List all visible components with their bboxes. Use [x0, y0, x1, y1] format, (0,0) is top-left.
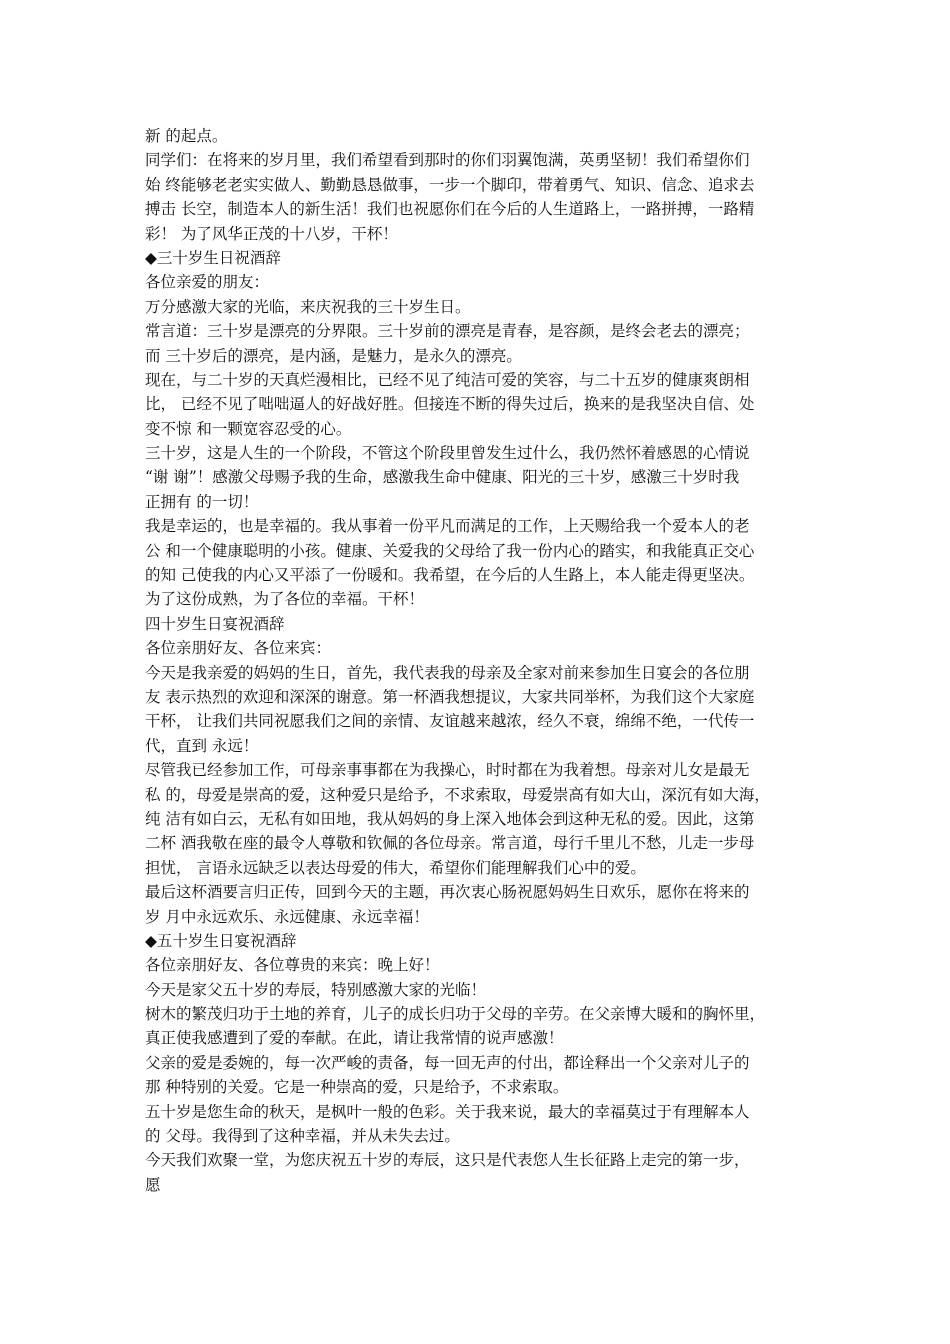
text-line: 四十岁生日宴祝酒辞 [145, 614, 285, 633]
text-line: 岁 月中永远欢乐、永远健康、永远幸福！ [145, 907, 429, 926]
text-line: 那 种特别的关爱。它是一种崇高的爱，只是给予，不求索取。 [145, 1078, 569, 1097]
text-line: 纯 洁有如白云，无私有如田地，我从妈妈的身上深入地体会到这种无私的爱。因此，这第 [145, 809, 755, 828]
text-line: 树木的繁茂归功于土地的养育，儿子的成长归功于父母的辛劳。在父亲博大暖和的胸怀里， [145, 1005, 766, 1024]
document-page [145, 124, 810, 1197]
text-line: 各位亲朋好友、各位来宾： [145, 639, 332, 658]
text-line: 最后这杯酒要言归正传，回到今天的主题，再次衷心肠祝愿妈妈生日欢乐，愿你在将来的 [145, 883, 750, 902]
text-line: 我是幸运的，也是幸福的。我从事着一份平凡而满足的工作，上天赐给我一个爱本人的老 [145, 517, 750, 536]
text-line: 常言道：三十岁是漂亮的分界限。三十岁前的漂亮是青春，是容颜，是终会老去的漂亮； [145, 322, 750, 341]
text-line: 今天我们欢聚一堂，为您庆祝五十岁的寿辰，这只是代表您人生长征路上走完的第一步， [145, 1151, 750, 1170]
text-line: 担忧， 言语永远缺乏以表达母爱的伟大，希望你们能理解我们心中的爱。 [145, 858, 646, 877]
text-line: 今天是我亲爱的妈妈的生日，首先，我代表我的母亲及全家对前来参加生日宴会的各位朋 [145, 663, 750, 682]
text-line: 新 的起点。 [145, 127, 228, 145]
text-line: 五十岁是您生命的秋天，是枫叶一般的色彩。关于我来说，最大的幸福莫过于有理解本人 [145, 1102, 750, 1121]
text-line: 搏击 长空，制造本人的新生活！我们也祝愿你们在今后的人生道路上，一路拼搏，一路精 [145, 200, 755, 219]
text-line: 的 父母。我得到了这种幸福，并从未失去过。 [145, 1127, 460, 1146]
text-line: 愿 [145, 1175, 161, 1194]
text-line: 的知 己使我的内心又平添了一份暖和。我希望，在今后的人生路上，本人能走得更坚决。 [145, 566, 755, 585]
text-line: 始 终能够老老实实做人、勤勤恳恳做事，一步一个脚印，带着勇气、知识、信念、追求去 [145, 175, 755, 194]
text-line: 今天是家父五十岁的寿辰，特别感激大家的光临！ [145, 980, 487, 999]
text-line: 真正使我感遭到了爱的奉献。在此，请让我常情的说声感激！ [145, 1029, 564, 1048]
text-line: 公 和一个健康聪明的小孩。健康、关爱我的父母给了我一份内心的踏实，和我能真正交心 [145, 541, 755, 560]
text-line: 尽管我已经参加工作，可母亲事事都在为我操心，时时都在为我着想。母亲对儿女是最无 [145, 761, 750, 780]
text-line: 各位亲朋好友、各位尊贵的来宾：晚上好！ [145, 956, 440, 975]
text-line: 变不惊 和一颗宽容忍受的心。 [145, 419, 352, 438]
text-line: 同学们：在将来的岁月里，我们希望看到那时的你们羽翼饱满，英勇坚韧！我们希望你们 [145, 151, 750, 170]
text-line: 各位亲爱的朋友： [145, 273, 270, 292]
text-line: 而 三十岁后的漂亮，是内涵，是魅力，是永久的漂亮。 [145, 346, 522, 365]
text-line: 彩！ 为了风华正茂的十八岁，干杯！ [145, 224, 398, 243]
text-line: 代，直到 永远！ [145, 736, 259, 755]
text-line: 比， 已经不见了咄咄逼人的好战好胜。但接连不断的得失过后，换来的是我坚决自信、处 [145, 395, 755, 414]
text-line: ◆三十岁生日祝酒辞 [145, 248, 281, 267]
text-line: 为了这份成熟，为了各位的幸福。干杯！ [145, 590, 425, 609]
text-line: 三十岁，这是人生的一个阶段，不管这个阶段里曾发生过什么，我仍然怀着感恩的心情说 [145, 444, 750, 463]
text-line: 干杯， 让我们共同祝愿我们之间的亲情、友谊越来越浓，经久不衰，绵绵不绝，一代传一 [145, 712, 755, 731]
text-line: 现在，与二十岁的天真烂漫相比，已经不见了纯洁可爱的笑容，与二十五岁的健康爽朗相 [145, 370, 750, 389]
text-line: 友 表示热烈的欢迎和深深的谢意。第一杯酒我想提议，大家共同举杯，为我们这个大家庭 [145, 687, 755, 706]
text-line: 正拥有 的一切！ [145, 492, 259, 511]
text-line: 二杯 酒我敬在座的最令人尊敬和钦佩的各位母亲。常言道，母行千里儿不愁，儿走一步母 [145, 834, 755, 853]
text-line: 私 的，母爱是崇高的爱，这种爱只是给予，不求索取，母爱崇高有如大山，深沉有如大海， [145, 785, 770, 804]
text-line: “谢 谢”！感激父母赐予我的生命，感激我生命中健康、阳光的三十岁，感激三十岁时我 [145, 468, 740, 487]
text-line: ◆五十岁生日宴祝酒辞 [145, 931, 297, 950]
text-line: 万分感激大家的光临，来庆祝我的三十岁生日。 [145, 297, 471, 316]
text-line: 父亲的爱是委婉的，每一次严峻的责备，每一回无声的付出，都诠释出一个父亲对儿子的 [145, 1053, 750, 1072]
